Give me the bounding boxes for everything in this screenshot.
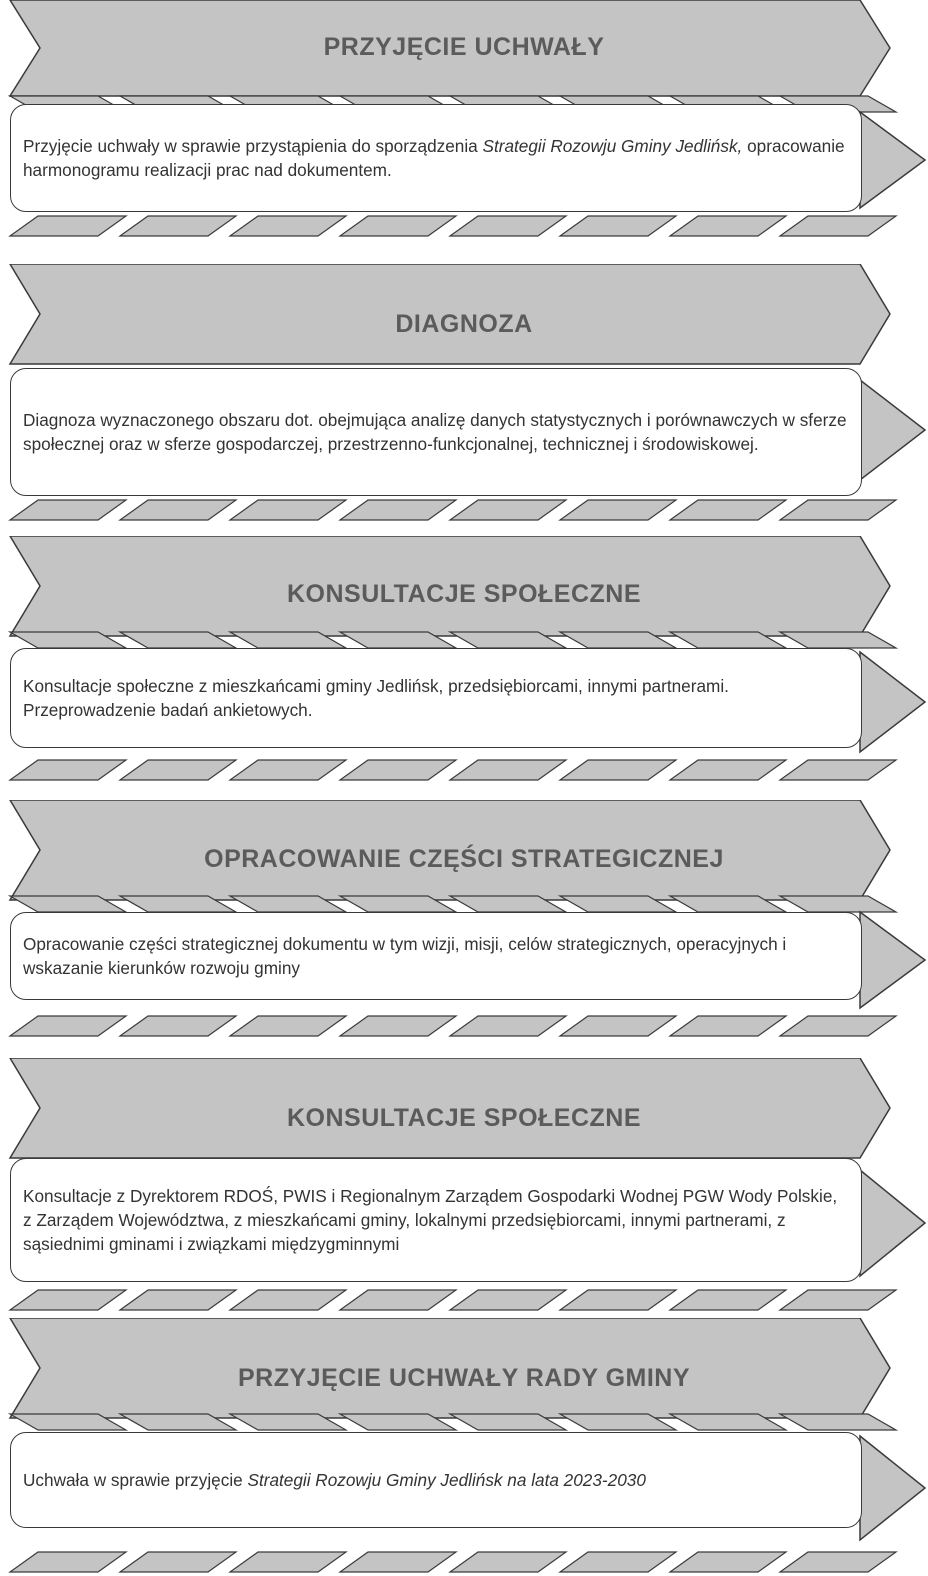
step-6-top-slats (10, 1414, 896, 1430)
step-4-bottom-slat-7 (670, 1016, 786, 1036)
step-6-bottom-slat-1 (10, 1552, 126, 1572)
step-1-bottom-slat-8 (780, 216, 896, 236)
step-2-bottom-slat-6 (560, 500, 676, 520)
step-4-bottom-slat-6 (560, 1016, 676, 1036)
step-5-bottom-slat-5 (450, 1290, 566, 1310)
step-6-bottom-slat-3 (230, 1552, 346, 1572)
step-4-top-slats (10, 896, 896, 912)
step-6-bottom-slat-7 (670, 1552, 786, 1572)
step-5 (0, 1058, 928, 1314)
step-6-description-text: Uchwała w sprawie przyjęcie Strategii Rozowju Gminy Jedlińsk na lata 2023-2030 (23, 1470, 646, 1490)
step-3-top-slats (10, 632, 896, 648)
step-6-description (10, 1432, 862, 1528)
step-3-top-slat-8 (780, 632, 896, 648)
step-5-description (10, 1158, 862, 1282)
step-1-bottom-slat-4 (340, 216, 456, 236)
step-1-bottom-slats (10, 216, 896, 236)
step-5-bottom-slat-7 (670, 1290, 786, 1310)
step-3-description-text: Konsultacje społeczne z mieszkańcami gminy Jedlińsk, przedsiębiorcami, innymi partnerami. Przeprowadzenie badań ankietowych. (23, 676, 729, 720)
step-5-bottom-slat-2 (120, 1290, 236, 1310)
step-1-title: PRZYJĘCIE UCHWAŁY (323, 33, 605, 61)
step-3-bottom-slat-3 (230, 760, 346, 780)
step-5-description-text: Konsultacje z Dyrektorem RDOŚ, PWIS i Regionalnym Zarządem Gospodarki Wodnej PGW Wody Polskie, z Zarządem Województwa, z mieszkańcami gminy, lokalnymi przedsiębiorcami, innymi partnerami, z sąsiednimi gminami i związkami międzygminnymi (23, 1186, 838, 1254)
step-1-description (10, 104, 862, 212)
step-6-bottom-slat-6 (560, 1552, 676, 1572)
step-2-bottom-slat-8 (780, 500, 896, 520)
step-3-bottom-slat-6 (560, 760, 676, 780)
step-3-bottom-slat-5 (450, 760, 566, 780)
step-3-bottom-slats (10, 760, 896, 780)
step-1-bottom-slat-6 (560, 216, 676, 236)
step-3-description (10, 648, 862, 748)
step-1-bottom-slat-2 (120, 216, 236, 236)
step-2-bottom-slat-3 (230, 500, 346, 520)
step-4-bottom-slat-1 (10, 1016, 126, 1036)
step-2-bottom-slat-2 (120, 500, 236, 520)
step-2-bottom-slat-1 (10, 500, 126, 520)
step-6-title: PRZYJĘCIE UCHWAŁY RADY GMINY (237, 1364, 691, 1392)
step-3-bottom-slat-2 (120, 760, 236, 780)
step-4-bottom-slat-5 (450, 1016, 566, 1036)
step-1-bottom-slat-5 (450, 216, 566, 236)
step-2-description (10, 368, 862, 496)
step-4-bottom-slats (10, 1016, 896, 1036)
step-3-bottom-slat-7 (670, 760, 786, 780)
step-1 (0, 0, 928, 240)
step-4-bottom-slat-8 (780, 1016, 896, 1036)
step-6-bottom-slat-4 (340, 1552, 456, 1572)
step-3-title: KONSULTACJE SPOŁECZNE (286, 580, 642, 608)
step-1-description-text: Przyjęcie uchwały w sprawie przystąpienia do sporządzenia Strategii Rozowju Gminy Jedlińsk, opracowanie harmonogramu realizacji prac nad dokumentem. (23, 136, 845, 180)
step-4-bottom-slat-3 (230, 1016, 346, 1036)
step-5-bottom-slats (10, 1290, 896, 1310)
step-4-bottom-slat-4 (340, 1016, 456, 1036)
step-6-bottom-slat-5 (450, 1552, 566, 1572)
step-3-bottom-slat-8 (780, 760, 896, 780)
step-5-bottom-slat-1 (10, 1290, 126, 1310)
step-1-bottom-slat-3 (230, 216, 346, 236)
step-6-top-slat-8 (780, 1414, 896, 1430)
step-6 (0, 1318, 928, 1576)
step-2-bottom-slat-5 (450, 500, 566, 520)
step-2-title: DIAGNOZA (395, 310, 533, 338)
step-1-bottom-slat-7 (670, 216, 786, 236)
step-6-bottom-slat-8 (780, 1552, 896, 1572)
step-5-bottom-slat-4 (340, 1290, 456, 1310)
step-5-title: KONSULTACJE SPOŁECZNE (286, 1104, 642, 1132)
step-6-bottom-slat-2 (120, 1552, 236, 1572)
step-2 (0, 264, 928, 524)
step-2-bottom-slats (10, 500, 896, 520)
step-4 (0, 800, 928, 1040)
step-4-bottom-slat-2 (120, 1016, 236, 1036)
step-4-top-slat-8 (780, 896, 896, 912)
step-2-bottom-slat-4 (340, 500, 456, 520)
step-6-bottom-slats (10, 1552, 896, 1572)
step-5-bottom-slat-8 (780, 1290, 896, 1310)
step-4-description-text: Opracowanie części strategicznej dokumentu w tym wizji, misji, celów strategicznych, operacyjnych i wskazanie kierunków rozwoju gminy (23, 934, 787, 978)
step-5-bottom-slat-3 (230, 1290, 346, 1310)
step-2-description-text: Diagnoza wyznaczonego obszaru dot. obejmująca analizę danych statystycznych i porównawczych w sferze społecznej oraz w sferze gospodarczej, przestrzenno-funkcjonalnej, technicznej i środowiskowej. (23, 410, 847, 454)
step-2-bottom-slat-7 (670, 500, 786, 520)
step-3 (0, 536, 928, 784)
step-3-bottom-slat-4 (340, 760, 456, 780)
step-4-description (10, 912, 862, 1000)
step-3-bottom-slat-1 (10, 760, 126, 780)
step-4-title: OPRACOWANIE CZĘŚCI STRATEGICZNEJ (204, 845, 724, 873)
step-5-bottom-slat-6 (560, 1290, 676, 1310)
step-1-bottom-slat-1 (10, 216, 126, 236)
